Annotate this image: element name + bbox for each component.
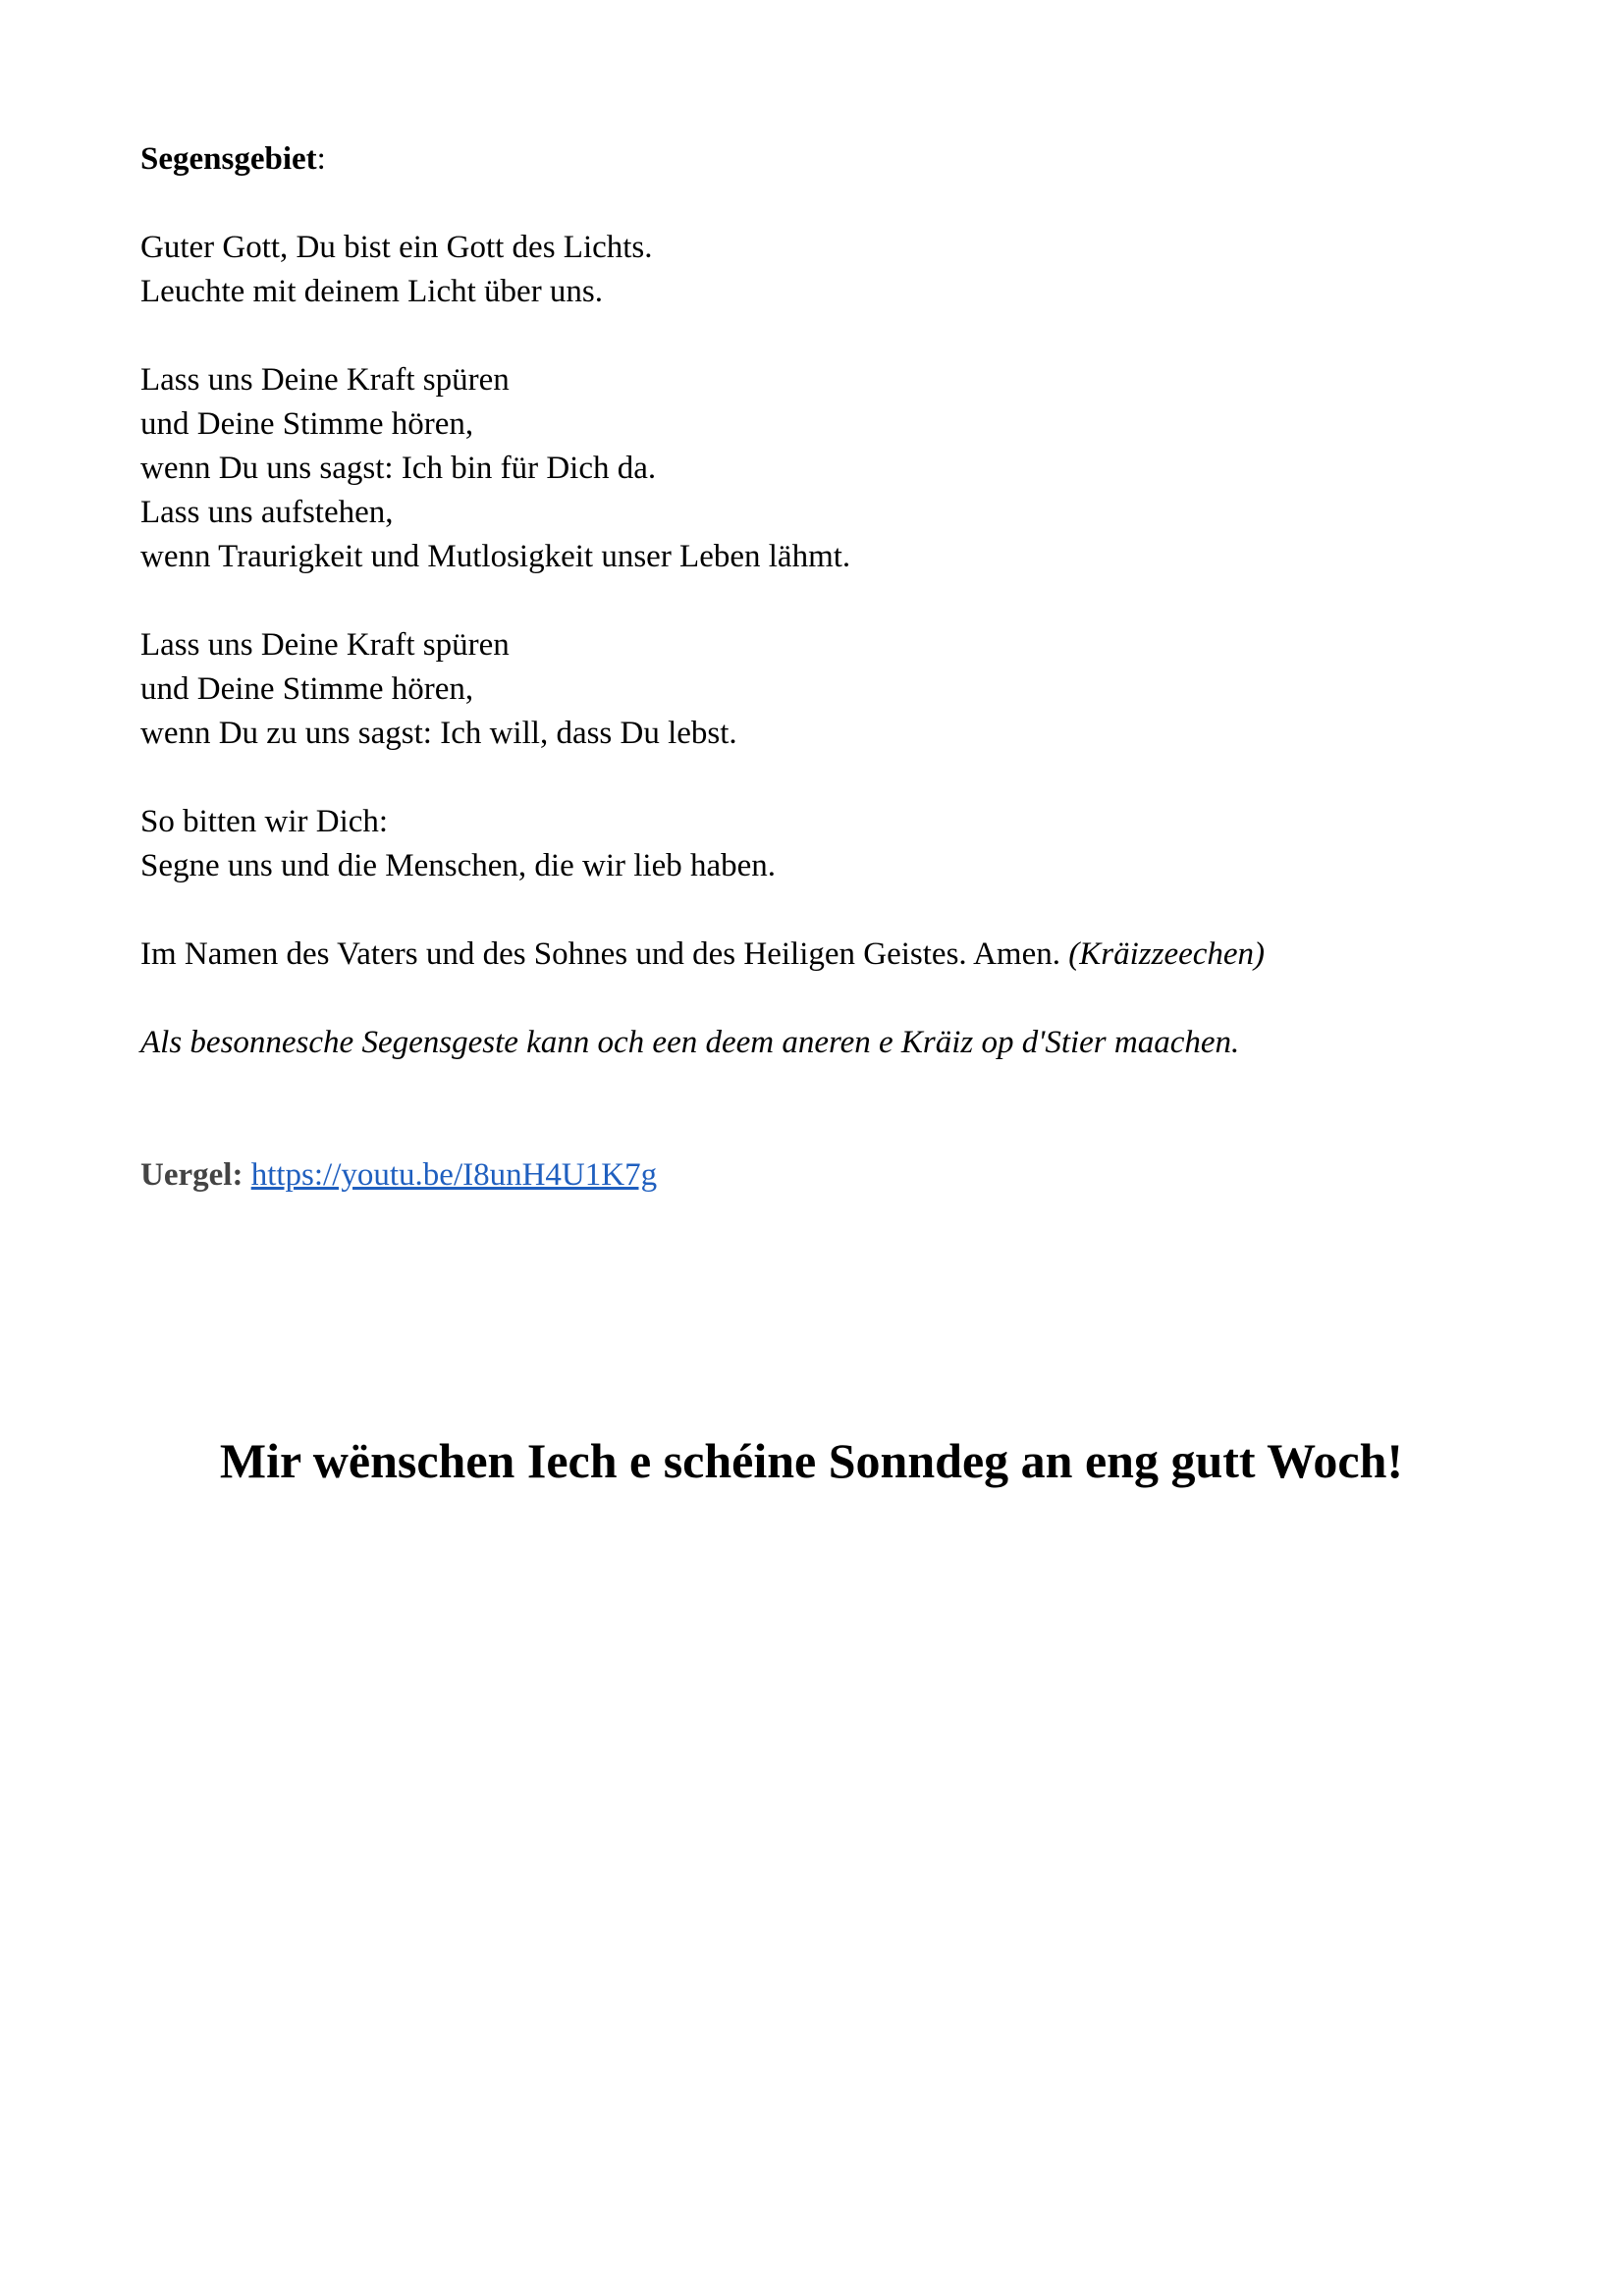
blessing-text: Im Namen des Vaters und des Sohnes und des Heiligen Geistes. Amen. [140, 936, 1069, 972]
spacer [140, 182, 1515, 226]
closing-greeting: Mir wënschen Iech e schéine Sonndeg an eng gutt Woch! [219, 1433, 1404, 1488]
organ-youtube-link[interactable]: https://youtu.be/I8unH4U1K7g [250, 1157, 658, 1193]
stanza2-line: Lass uns Deine Kraft spüren [140, 362, 510, 398]
stanza3-line: Lass uns Deine Kraft spüren [140, 627, 510, 663]
gesture-note: Als besonnesche Segensgeste kann och een deem aneren e Kräiz op d'Stier maachen. [140, 1025, 1240, 1060]
stanza3-line: wenn Du zu uns sagst: Ich will, dass Du lebst. [140, 716, 737, 751]
stanza2-line: wenn Du uns sagst: Ich bin für Dich da. [140, 451, 657, 486]
stanza1-line: Leuchte mit deinem Licht über uns. [140, 274, 604, 309]
stanza4-line: So bitten wir Dich: [140, 804, 389, 839]
section-heading [140, 137, 1515, 182]
spacer [140, 1109, 1515, 1153]
blessing-line [140, 933, 1515, 977]
organ-line [140, 1153, 1515, 1198]
spacer [140, 314, 1515, 358]
spacer [140, 888, 1515, 933]
stanza2-line: und Deine Stimme hören, [140, 406, 474, 442]
spacer [140, 977, 1515, 1021]
heading-colon: : [316, 141, 326, 177]
prayer-body [140, 137, 1515, 1198]
stanza4-line: Segne uns und die Menschen, die wir lieb haben. [140, 848, 777, 883]
spacer [140, 756, 1515, 800]
blessing-gesture: (Kräizzeechen) [1068, 936, 1266, 972]
spacer [140, 1065, 1515, 1109]
heading-title: Segensgebiet [140, 141, 317, 177]
stanza2-line: wenn Traurigkeit und Mutlosigkeit unser Leben lähmt. [140, 539, 851, 574]
organ-label: Uergel: [140, 1157, 243, 1193]
stanza3-line: und Deine Stimme hören, [140, 671, 474, 707]
stanza1-line: Guter Gott, Du bist ein Gott des Lichts. [140, 230, 653, 265]
spacer [140, 579, 1515, 623]
stanza2-line: Lass uns aufstehen, [140, 495, 394, 530]
